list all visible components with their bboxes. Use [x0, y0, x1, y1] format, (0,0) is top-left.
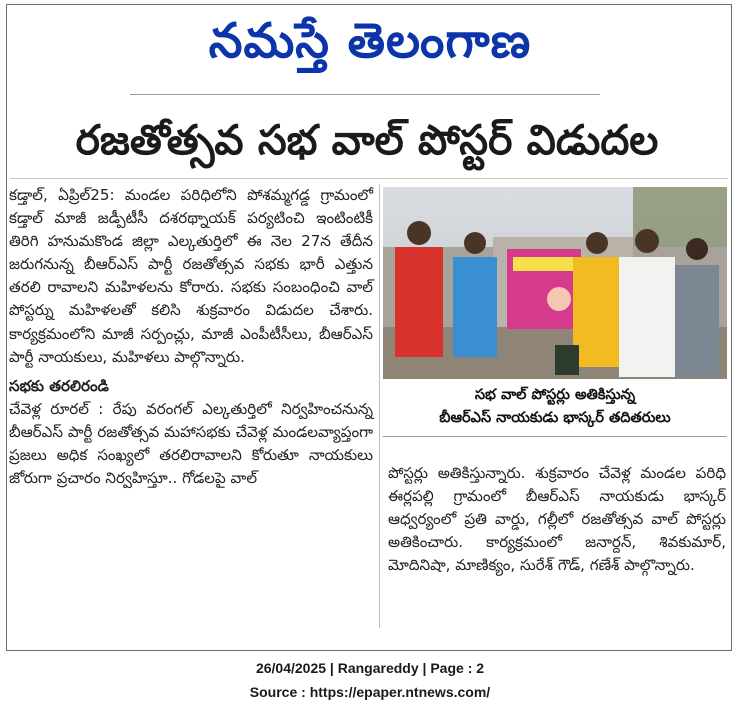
article-body: కడ్తాల్, ఏప్రిల్25: మండల పరిధిలోని పోశమ్మగడ్డ గ్రామంలో కడ్తాల్ మాజీ జడ్పీటీసీ దశరథ్నాయక్ పర్యటించి ఇంటింటికీ తిరిగి హనుమకొండ జిల్లా ఎల్కతుర్తిలో ఈ నెల 27న తేదీన జరుగనున్న బీఆర్ఎస్ పార్టీ రజతోత్సవ సభకు భారీ ఎత్తున తరలి రావాలని మహిళలను కోరారు. సభకు సంబంధించి వాల్ పోస్టర్ను మహిళలతో కలిసి శుక్రవారం విడుదల చేశారు. కార్యక్రమంలోని మాజీ సర్పంచ్లు, మాజీ ఎంపీటీసీలు, బీఆర్ఎస్ పార్టీ నాయకులు, మహిళలు పాల్గొన్నారు.	[9, 186, 373, 366]
masthead-divider	[130, 94, 600, 95]
caption-line-1: సభ వాల్ పోస్టర్లు అతికిస్తున్న	[474, 387, 636, 403]
caption-line-2: బీఆర్ఎస్ నాయకుడు భాస్కర్ తదితరులు	[439, 410, 671, 426]
article-body-2: చేవెళ్ల రూరల్ : రేపు వరంగల్ ఎల్కతుర్తిలో నిర్వహించనున్న బీఆర్ఎస్ పార్టీ రజతోత్సవ మహాసభకు చేవెళ్ల మండలవ్యాప్తంగా ప్రజలు అధిక సంఖ్యలో తరలిరావాలని కోరుతూ నాయకులు జోరుగా ప్రచారం నిర్వహిస్తూ.. గోడలపై వాల్	[9, 399, 373, 488]
headline-divider	[10, 178, 728, 179]
photo-illustration	[383, 187, 727, 379]
article-headline: రజతోత్సవ సభ వాల్ పోస్టర్ విడుదల	[75, 116, 659, 164]
column-divider	[379, 184, 380, 628]
left-column	[9, 184, 373, 490]
article-subhead: సభకు తరలిరండి	[9, 376, 109, 395]
right-column	[388, 462, 726, 577]
news-photo	[383, 187, 727, 379]
article-continued: పోస్టర్లు అతికిస్తున్నారు. శుక్రవారం చేవెళ్ల మండల పరిధి ఈర్లపల్లి గ్రామంలో బీఆర్ఎస్ నాయకుడు భాస్కర్ ఆధ్వర్యంలో ప్రతి వార్డు, గల్లీలో రజతోత్సవ వాల్ పోస్టర్లు అతికించారు. కార్యక్రమంలో జనార్దన్, శివకుమార్, మోదినిషా, మాణిక్యం, సురేశ్ గౌడ్, గణేశ్ పాల్గొన్నారు.	[388, 464, 726, 575]
caption-divider	[383, 436, 727, 437]
photo-caption	[383, 384, 727, 430]
footer-source: Source : https://epaper.ntnews.com/	[249, 684, 491, 700]
masthead-logo: నమస్తే తెలంగాణ	[208, 13, 532, 69]
footer-dateline: 26/04/2025 | Rangareddy | Page : 2	[255, 660, 485, 676]
